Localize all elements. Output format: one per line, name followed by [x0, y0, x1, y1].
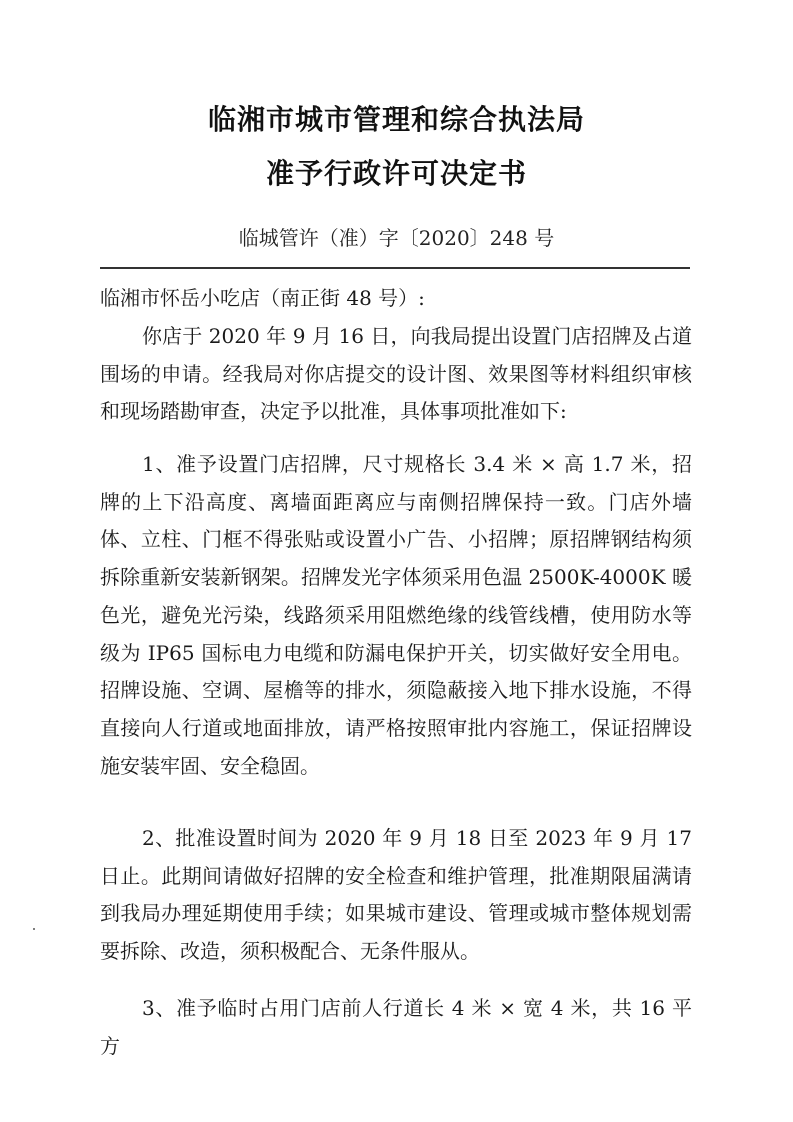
document-title: 准予行政许可决定书 [265, 157, 527, 190]
header-divider [100, 267, 690, 269]
scan-artifact [33, 928, 35, 930]
item-1-paragraph: 1、准予设置门店招牌，尺寸规格长 3.4 米 × 高 1.7 米，招牌的上下沿高度、离墙面距离应与南侧招牌保持一致。门店外墙体、立柱、门框不得张贴或设置小广告、小招牌；原招牌钢结构须拆除重新安装新钢架。招牌发光字体须采用色温 2500K-4000K 暖色光，避免光污染，线路须采用阻燃绝缘的线管线槽，使用防水等级为 IP65 国标电力电缆和防漏电保护开关，切实做好安全用电。招牌设施、空调、屋檐等的排水，须隐蔽接入地下排水设施，不得直接向人行道或地面排放，请严格按照审批内容施工，保证招牌设施安装牢固、安全稳固。 [100, 452, 692, 778]
item-2-paragraph: 2、批准设置时间为 2020 年 9 月 18 日至 2023 年 9 月 17 日止。此期间请做好招牌的安全检查和维护管理，批准期限届满请到我局办理延期使用手续；如果城市建设、管理或城市整体规划需要拆除、改造，须积极配合、无条件服从。 [100, 826, 692, 964]
intro-paragraph: 你店于 2020 年 9 月 16 日，向我局提出设置门店招牌及占道围场的申请。经我局对你店提交的设计图、效果图等材料组织审核和现场踏勘审查，决定予以批准，具体事项批准如下: [100, 324, 692, 424]
recipient-line: 临湘市怀岳小吃店（南正街 48 号）: [100, 286, 425, 310]
issuer-heading: 临湘市城市管理和综合执法局 [207, 103, 585, 136]
item-3-paragraph: 3、准予临时占用门店前人行道长 4 米 × 宽 4 米，共 16 平方 [100, 996, 692, 1058]
document-number: 临城管许（准）字〔2020〕248 号 [238, 226, 555, 250]
